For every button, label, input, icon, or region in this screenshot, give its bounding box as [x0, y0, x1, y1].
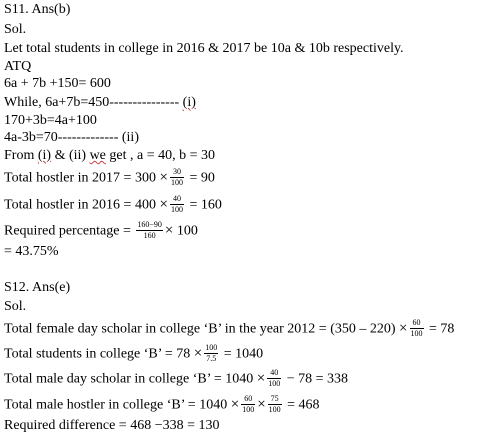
s12-students-result: = 1040 [220, 346, 264, 362]
s12-malehost-result: = 468 [283, 397, 320, 413]
fraction-numerator: 40 [267, 369, 281, 379]
s12-male-hostler [4, 396, 320, 415]
s11-equation-2-ref: (i) [182, 95, 196, 110]
s11-assumption-line: Let total students in college in 2016 & 2017 be 10a & 10b respectively. [4, 41, 404, 56]
s11-atq-label: ATQ [4, 59, 32, 74]
s12-malehost-fraction-2 [268, 395, 282, 414]
s11-equation-4: 4a-3b=70------------- (ii) [4, 130, 139, 145]
s12-malehost-fraction-1 [241, 395, 255, 414]
fraction-denominator: 100 [242, 405, 255, 414]
s12-maleday-result: − 78 = 338 [283, 371, 349, 387]
s11-required-label: Required percentage = [4, 223, 135, 239]
s12-female-label: Total female day scholar in college ‘B’ in the year 2012 = (350 – 220) [4, 321, 400, 337]
s11-hostler-2017 [4, 169, 215, 188]
s12-maleday-fraction [267, 369, 281, 388]
fraction-numerator: 40 [170, 195, 184, 205]
s11-heading: S11. Ans(b) [4, 2, 71, 17]
times-symbol: × [164, 222, 174, 239]
s12-required-difference: Required difference = 468 −338 = 130 [4, 418, 220, 433]
fraction-numerator: 100 [205, 343, 218, 352]
s11-hostler-2016-result: = 160 [185, 197, 222, 213]
s12-sol-label: Sol. [4, 299, 27, 314]
times-symbol: × [159, 169, 168, 186]
s11-from-text: From [4, 148, 38, 163]
s11-required-percentage [4, 222, 198, 241]
s11-from-we: we [89, 148, 106, 163]
s12-female-fraction [410, 319, 424, 338]
times-symbol: × [257, 396, 266, 413]
s11-required-multiplier: 100 [173, 223, 198, 239]
s11-from-ref: (i) [37, 148, 52, 163]
s11-hostler-2016-fraction [170, 195, 184, 214]
s11-result: = 43.75% [4, 244, 59, 259]
s11-hostler-2017-fraction [170, 168, 184, 187]
times-symbol: × [230, 396, 240, 413]
s12-total-students [4, 345, 263, 364]
fraction-denominator: 100 [268, 379, 281, 388]
s12-female-result: = 78 [425, 321, 455, 337]
s11-hostler-2017-label: Total hostler in 2017 = 300 [4, 170, 160, 186]
s11-from-values: get , a = 40, b = 30 [105, 148, 215, 163]
s11-hostler-2016-label: Total hostler in 2016 = 400 [4, 197, 160, 213]
s11-from-and: & (ii) [51, 148, 90, 163]
times-symbol: × [159, 196, 168, 213]
fraction-numerator: 75 [268, 395, 282, 405]
s12-heading: S12. Ans(e) [4, 280, 71, 295]
s11-equation-1: 6a + 7b +150= 600 [4, 76, 111, 91]
fraction-denominator: 100 [170, 205, 183, 214]
fraction-numerator: 60 [410, 319, 424, 329]
s11-solution-values [4, 148, 215, 164]
s11-hostler-2017-result: = 90 [185, 170, 215, 186]
s12-students-fraction [204, 344, 218, 363]
s12-male-day-scholar [4, 370, 348, 389]
fraction-numerator: 60 [241, 395, 255, 405]
fraction-denominator: 100 [170, 178, 183, 187]
fraction-numerator: 30 [170, 168, 184, 178]
times-symbol: × [193, 345, 203, 362]
fraction-numerator: 160−90 [137, 220, 162, 229]
s12-malehost-label: Total male hostler in college ‘B’ = 1040 [4, 397, 231, 413]
fraction-denominator: 7.5 [206, 354, 217, 363]
s11-hostler-2016 [4, 196, 222, 215]
s12-female-day-scholar [4, 320, 454, 339]
s11-equation-3: 170+3b=4a+100 [4, 113, 97, 128]
times-symbol: × [256, 370, 266, 387]
s11-required-fraction [136, 221, 163, 240]
fraction-denominator: 160 [143, 231, 156, 240]
s12-maleday-label: Total male day scholar in college ‘B’ = 1040 [4, 371, 257, 387]
fraction-denominator: 100 [410, 329, 423, 338]
times-symbol: × [399, 320, 408, 337]
s11-sol-label: Sol. [4, 22, 27, 37]
s11-equation-2 [4, 95, 196, 111]
s12-students-label: Total students in college ‘B’ = 78 [4, 346, 194, 362]
s11-equation-2-text: While, 6a+7b=450--------------- [4, 95, 183, 110]
fraction-denominator: 100 [268, 405, 281, 414]
